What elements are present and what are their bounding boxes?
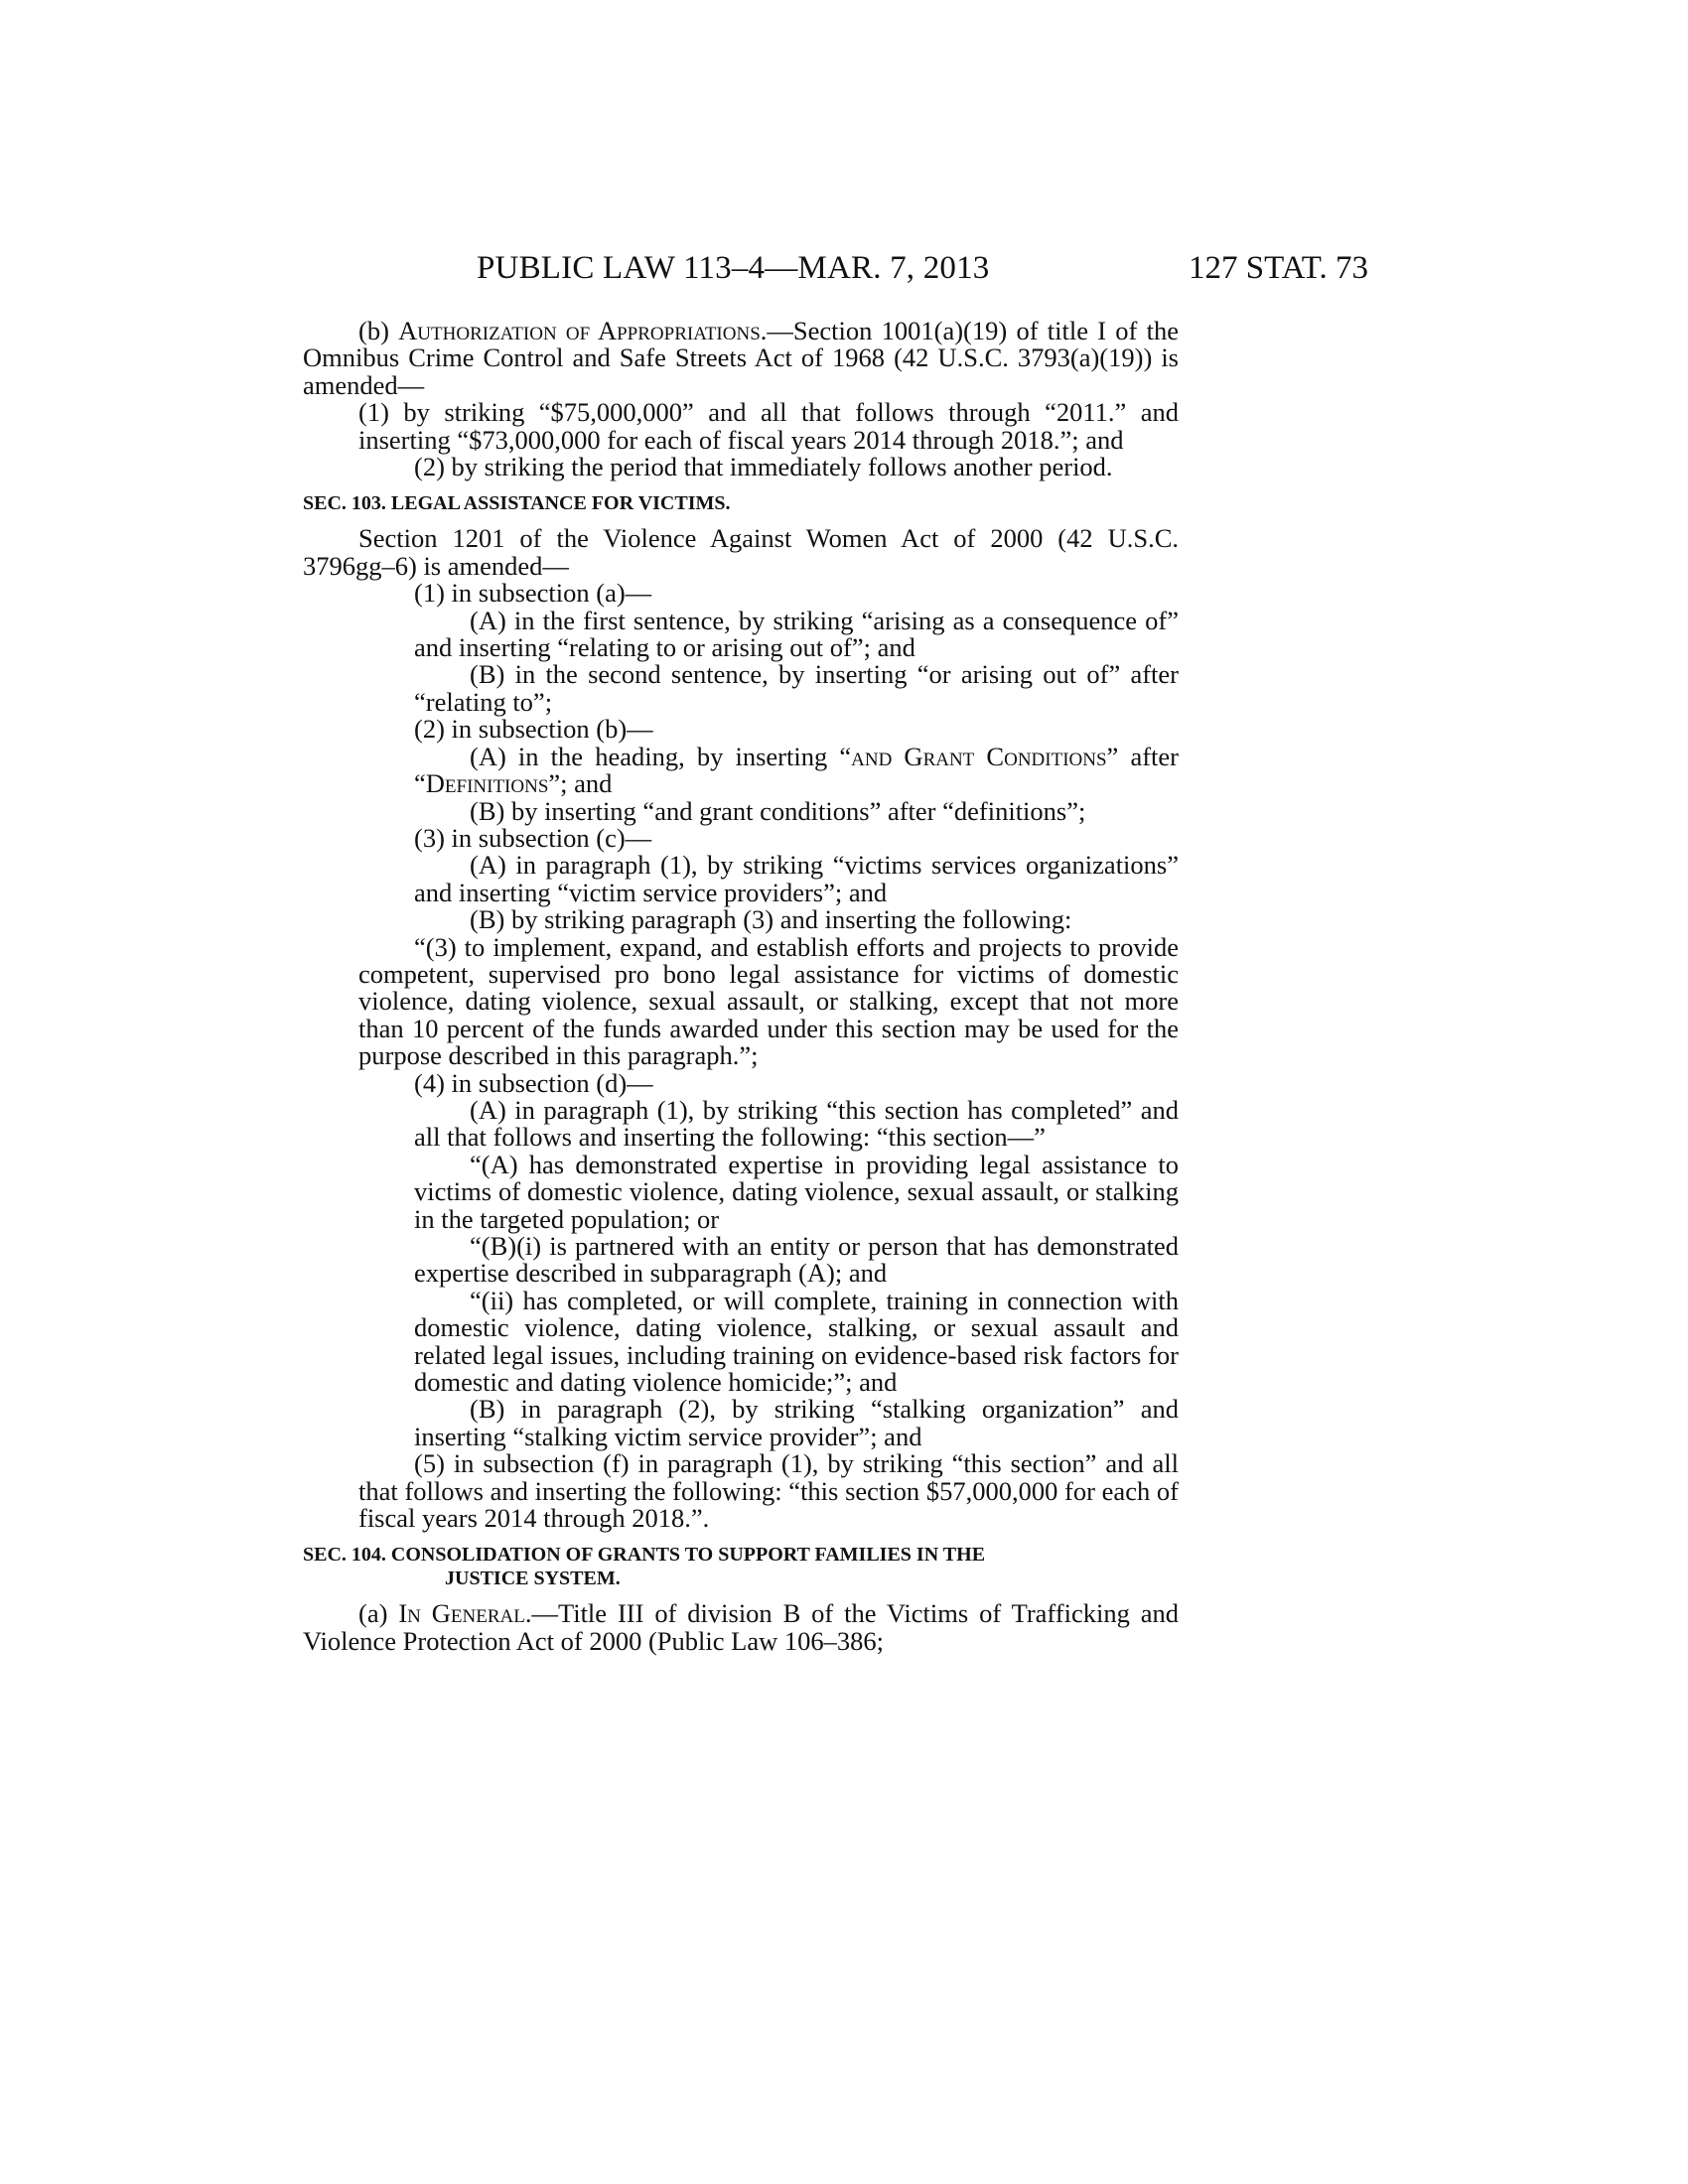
quoted-4A-Bi: “(B)(i) is partnered with an entity or person that has demonstrated expertise described in subparagraph (A); and xyxy=(414,1231,1179,1289)
clause-b1: (1) by striking “$75,000,000” and all that follows through “2011.” and inserting “$73,000,000 for each of fiscal years 2014 through 2018.”; and xyxy=(358,397,1179,455)
item-3B: (B) by striking paragraph (3) and inserting the following: xyxy=(470,904,1072,935)
item-4A: (A) in paragraph (1), by striking “this section has completed” and all that follows and inserting the following: “this section—” xyxy=(414,1094,1179,1153)
item-4B: (B) in paragraph (2), by striking “stalking organization” and inserting “stalking victim service provider”; and xyxy=(414,1394,1179,1451)
paragraph-caption: Authorization of Appropriations xyxy=(398,316,761,345)
item-2: (2) in subsection (b)— xyxy=(414,714,653,745)
item-1B: (B) in the second sentence, by inserting “or arising out of” after “relating to”; xyxy=(414,659,1179,717)
page-number-stat: 127 STAT. 73 xyxy=(1188,250,1368,286)
item-2A: (A) in the heading, by inserting “and Grant Conditions” after “Definitions”; and xyxy=(414,741,1179,799)
item-3A: (A) in paragraph (1), by striking “victims services organizations” and inserting “victim service providers”; and xyxy=(414,850,1179,907)
section-103-heading: SEC. 103. LEGAL ASSISTANCE FOR VICTIMS. xyxy=(303,492,731,515)
paragraph-b: (b) Authorization of Appropriations.—Section 1001(a)(19) of title I of the Omnibus Crime Control and Safe Streets Act of 1968 (42 U.S.C. 3793(a)(19)) is amended— xyxy=(303,316,1180,400)
item-3: (3) in subsection (c)— xyxy=(414,822,652,853)
section-103-intro: Section 1201 of the Violence Against Women Act of 2000 (42 U.S.C. 3796gg–6) is amended— xyxy=(303,523,1179,581)
paragraph-caption: In General xyxy=(398,1598,525,1629)
page-header-title: PUBLIC LAW 113–4—MAR. 7, 2013 xyxy=(477,250,990,286)
section-104-heading: SEC. 104. CONSOLIDATION OF GRANTS TO SUPPORT FAMILIES IN THE JUSTICE SYSTEM. xyxy=(303,1544,986,1590)
document-body xyxy=(303,318,1179,1655)
item-1A: (A) in the first sentence, by striking “arising as a consequence of” and inserting “relating to or arising out of”; and xyxy=(414,605,1179,663)
running-head xyxy=(0,248,1688,288)
clause-b2: (2) by striking the period that immediately follows another period. xyxy=(414,452,1113,482)
item-1: (1) in subsection (a)— xyxy=(414,578,652,609)
quoted-paragraph-3: “(3) to implement, expand, and establish efforts and projects to provide competent, supervised pro bono legal assistance for victims of domestic violence, dating violence, sexual assault, or stalking, except that not more than 10 percent of the funds awarded under this section may be used for the purpose described in this paragraph.”; xyxy=(358,931,1179,1071)
paragraph-a: (a) In General.—Title III of division B of the Victims of Trafficking and Violence Protection Act of 2000 (Public Law 106–386; xyxy=(303,1598,1179,1656)
quoted-4A-ii: “(ii) has completed, or will complete, training in connection with domestic violence, dating violence, stalking, or sexual assault and related legal issues, including training on evidence-based risk factors for domestic and dating violence homicide;”; and xyxy=(414,1285,1179,1398)
quoted-4A-A: “(A) has demonstrated expertise in providing legal assistance to victims of domestic violence, dating violence, sexual assault, or stalking in the targeted population; or xyxy=(414,1149,1179,1234)
item-5: (5) in subsection (f) in paragraph (1), by striking “this section” and all that follows and inserting the following: “this section $57,000,000 for each of fiscal years 2014 through 2018.”. xyxy=(358,1448,1179,1534)
item-4: (4) in subsection (d)— xyxy=(414,1067,653,1098)
item-2B: (B) by inserting “and grant conditions” after “definitions”; xyxy=(470,795,1086,826)
